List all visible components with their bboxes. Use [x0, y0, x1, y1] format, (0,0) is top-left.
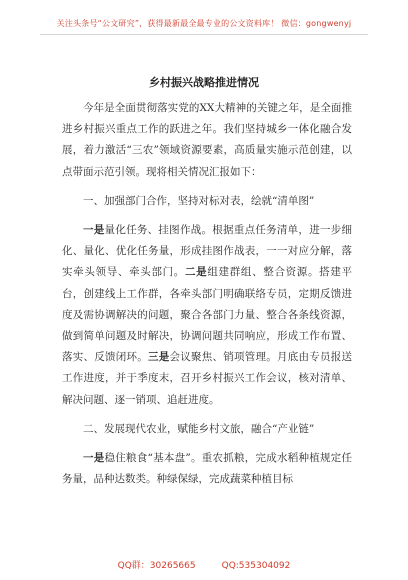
- section-2-heading: 二、发展现代农业，赋能乡村文旅，融合“产业链”: [83, 422, 315, 435]
- lead-2-1: 一是: [83, 452, 105, 465]
- promo-header: 关注头条号“公文研究”，获得最新最全最专业的公文资料库！ 微信：gongwenyj: [56, 19, 352, 28]
- text-2: 组建群组、整合资源。搭建平台，创建线上工作群，各牵头部门明确联络专员，定期反馈进度及需协调解决的问题，聚合各部门力量、整合各条线资源，做到简单问题及时解决，协调问题共同响应，形成工作布置、落实、反馈闭环。: [62, 266, 353, 364]
- lead-3: 三是: [148, 351, 170, 364]
- section-1-heading: 一、加强部门合作，坚持对标对表，绘就“清单图”: [83, 194, 315, 207]
- intro-paragraph: 今年是全面贯彻落实党的XX大精神的关键之年，是全面推进乡村振兴重点工作的跃进之年。我们坚持城乡一体化融合发展，着力激活“三农”领域资源要素，高质量实施示范创建，以点带面示范引领。现将相关情况汇报如下：: [62, 102, 352, 178]
- lead-2: 二是: [184, 266, 208, 279]
- section-1-paragraph: [62, 220, 352, 411]
- lead-1: 一是: [83, 224, 105, 237]
- qq-group: QQ群：30265665: [117, 561, 196, 571]
- document-title: 乡村振兴战略推进情况: [149, 76, 259, 89]
- document-body: [62, 98, 352, 490]
- promo-footer: [0, 558, 408, 571]
- text-3: 会议聚焦、销项管理。月底由专员报送工作进度，并于季度末，召开乡村振兴工作会议，核对清单、解决问题、逐一销项、追赶进度。: [62, 351, 352, 406]
- header-divider: [40, 34, 368, 35]
- text-1: 量化任务、挂图作战。根据重点任务清单，进一步细化、量化、优化任务量，形成挂图作战表，一一对应分解，落实牵头领导、牵头部门。: [62, 224, 353, 279]
- section-2-paragraph: [62, 448, 352, 490]
- qq-contact: QQ:535304092: [221, 561, 291, 571]
- text-2-1: 稳住粮食“基本盘”。重农抓粮，完成水稻种植规定任务量，品种达数类。种绿保绿，完成蔬菜种植目标: [62, 452, 352, 486]
